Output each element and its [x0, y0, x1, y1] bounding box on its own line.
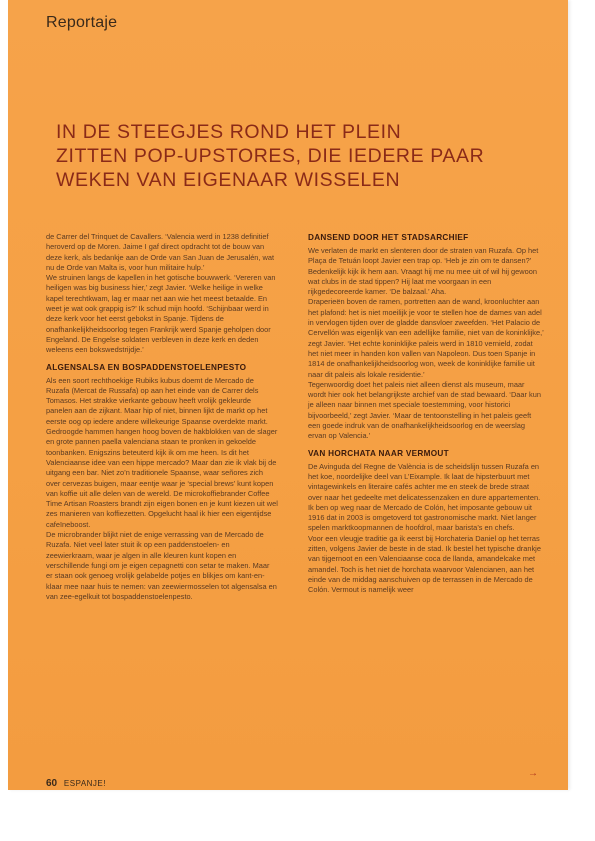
subheading: ALGENSALSA EN BOSPADDENSTOELENPESTO	[46, 362, 247, 372]
paragraph: We verlaten de markt en slenteren door de straten van Ruzafa. Op het Plaça de Tetuán loopt Javier een trap op. ‘Heb je zin om te dansen?’ Bedenkelijk kijk ik hem aan. Vraagt hij me nu mee uit of wil hij gewoon wat clubs in de stad tippen? Hij laat me voorgaan in een rijkgedecoreerde kamer. ‘De balzaal.’ Aha.	[308, 246, 539, 297]
paragraph: de Carrer del Trinquet de Cavallers. ‘Valencia werd in 1238 definitief heroverd op de Moren. Jaime I gaf direct opdracht tot de bouw van deze kerk, als bedankje aan de Orde van San Juan de Jerusalén, wat nu de Orde van Malta is, voor hun militaire hulp.’	[46, 232, 275, 272]
continue-arrow-icon: →	[528, 768, 538, 779]
magazine-name: ESPANJE!	[63, 779, 106, 788]
paragraph: De microbrander blijkt niet de enige verrassing van de Mercado de Ruzafa. Niet veel later stuit ik op een paddenstoelen- en zeewierkraam, waar je algen in alle kleuren kunt kopen en verschillende fungi om je eigen cepagnetti con setar te maken. Maar er staan ook genoeg vrolijk gelabelde potjes en blikjes om kant-en-klaar mee naar huis te nemen: van zeewiermosselen tot algensalsa en van zee-egelkuit tot bospaddenstoelenpesto.	[46, 530, 277, 601]
subheading: VAN HORCHATA NAAR VERMOUT	[308, 448, 449, 458]
paragraph: Draperieën boven de ramen, portretten aan de wand, kroonluchter aan het plafond: het is niet moeilijk je voor te stellen hoe de dames van adel in vervlogen tijden over de gladde dansvloer zweefden. ‘Het Palacio de Cervellón was eigenlijk van een adellijke familie, niet van de koninklijke,’ zegt Javier. ‘Het echte koninklijke paleis werd in 1810 vernield, zodat het niet meer in handen kon vallen van Napoleon. Dus toen Spanje in 1814 de onafhankelijkheidsoorlog won, week de koninklijke familie uit naar dit paleis als lokale residentie.’	[308, 297, 544, 379]
page-footer	[46, 778, 106, 789]
right-column	[308, 232, 544, 596]
left-column	[46, 232, 278, 602]
paragraph: De Avinguda del Regne de València is de scheidslijn tussen Ruzafa en het koe, noordelijke deel van L’Eixample. Ik laat de hipsterbuurt met vintagewinkels en literaire cafés achter me en steek de brede straat over naar het gedeelte met delicatessenzaken en dure appartementen. Ik ben op weg naar de Mercado de Colón, het imposante gebouw uit 1916 dat in 2003 is omgetoverd tot gastronomische markt. Niet langer spelen marktkoopmannen de hoofdrol, maar barista’s en chefs.	[308, 461, 541, 533]
paragraph: Als een soort rechthoekige Rubiks kubus doemt de Mercado de Ruzafa (Mercat de Russafa) op aan het einde van de Carrer dels Tomasos. Het strakke vierkante gebouw heeft vrolijk gekleurde panelen aan de zijkant. Maar hip of niet, binnen lijkt de markt op het eerste oog op iedere andere willekeurige Spaanse overdekte markt. Gedroogde hammen hangen hoog boven de hakblokken van de slager en grote pannen paella valenciana staan te pronken in gekoelde toonbanken. Enigszins beteuterd kijk ik om me heen. Is dit het Valenciaanse idee van een hippe mercado? Maar dan zie ik vlak bij de uitgang een bar. Niet zo’n traditionele Spaanse, waar señores zich over cervezas buigen, maar eentje waar je ‘special brews’ kunt kopen van koffie uit alle delen van de wereld. De microkoffiebrander Coffee Time Artisan Roasters brandt zijn eigen bonen en je kunt kiezen uit wel zes manieren van koffiezetten. Opgelucht haal ik hier een eigentijdse cafeïneboost.	[46, 375, 278, 529]
headline	[56, 120, 546, 192]
headline-line: IN DE STEEGJES ROND HET PLEIN	[56, 121, 402, 143]
magazine-page	[8, 0, 568, 790]
paragraph: Tegenwoordig doet het paleis niet alleen dienst als museum, maar wordt hier ook het belangrijkste archief van de stad bewaard. ‘Daar kun je alleen naar binnen met speciale toestemming, voor historici bijvoorbeeld,’ zegt Javier. ‘Maar de tentoonstelling in het paleis geeft een goede indruk van de onafhankelijkheidsoorlog en de weerslag ervan op Valencia.’	[308, 379, 541, 441]
headline-line: ZITTEN POP-UPSTORES, DIE IEDERE PAAR	[56, 145, 485, 167]
subheading: DANSEND DOOR HET STADSARCHIEF	[308, 233, 469, 242]
page-number: 60	[46, 778, 58, 789]
paragraph: We struinen langs de kapellen in het gotische bouwwerk. ‘Vereren van heiligen was big business hier,’ zegt Javier. ‘Welke heilige in welke kapel terechtkwam, lag er maar net aan wie het meest betaalde. En weet je wat ook grappig is?’ Ik schud mijn hoofd. ‘Schijnbaar werd in deze kerk voor het eerst gebokst in Spanje. Tijdens de onafhankelijkheidsoorlog tegen Frankrijk werd Spanje geholpen door Engeland. De Engelse soldaten verbleven in deze kerk en deden weleens een bokswedstrijdje.’	[46, 273, 276, 355]
section-label: Reportaje	[46, 14, 118, 31]
headline-line: WEKEN VAN EIGENAAR WISSELEN	[56, 169, 401, 191]
paragraph: Voor een vleugje traditie ga ik eerst bij Horchateria Daniel op het terras zitten, volgens Javier de beste in de stad. Ik bestel het typische drankje van tijgernoot en een Valenciaanse coca de llanda, amandelcake met amandel. Toch is het niet de horchata waarvoor Valencianen, aan het einde van de middag aanschuiven op de terrassen in de Mercado de Colón. Vermout is namelijk weer	[308, 533, 541, 595]
